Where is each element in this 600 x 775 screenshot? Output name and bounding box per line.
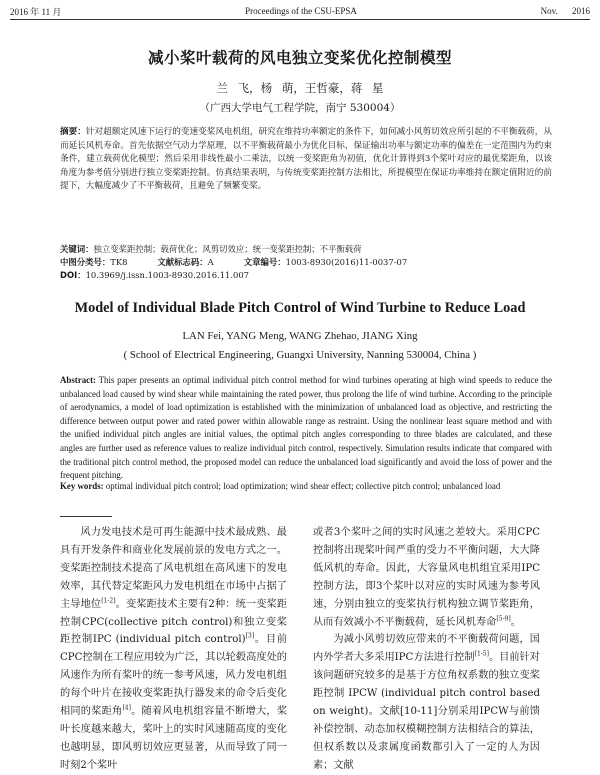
article-no-field — [244, 256, 407, 268]
paper-title-en: Model of Individual Blade Pitch Control of Wind Turbine to Reduce Load — [74, 300, 526, 316]
body-text: 。目前针对该问题研究较多的是基于方位角权系数的独立变桨距控制 IPCW (individual pitch control based on weight)。文献[10-11]分别采用IPCW与前馈补偿控制、动态加权模糊控制方法相结合的算法，但权系数以及隶属度函数都引入了一定的人为因素；文献 — [313, 652, 540, 771]
authors-en: LAN Fei, YANG Meng, WANG Zhehao, JIANG Xing — [182, 330, 418, 342]
header-date: 2016 年 11 月 — [10, 6, 62, 17]
abstract-cn-label: 摘要： — [60, 127, 86, 137]
header-rule — [10, 19, 590, 20]
body-text: 或者3个桨叶之间的实时风速之差较大。采用CPC控制将出现桨叶间严重的受力不平衡问题，大大降低风机的寿命。因此，大容量风电机组宜采用IPC控制方法，即3个桨叶以对应的实时风速为参考风速，分别由独立的变桨执行机构独立调节桨距角，从而有效减小不平衡载荷，延长风机寿命 — [313, 527, 540, 628]
keywords-cn-label: 关键词： — [60, 244, 94, 254]
keywords-en-label: Key words: — [60, 481, 104, 491]
header-journal: Proceedings of the CSU-EPSA — [245, 6, 357, 16]
body-column-right — [313, 524, 540, 775]
body-text: 。变桨距技术主要有2种：统一变桨距控制CPC(collective pitch control)和独立变桨距控制IPC (individual pitch control) — [60, 598, 288, 646]
running-header — [10, 4, 590, 18]
keywords-en — [60, 480, 552, 494]
paper-title-cn: 减小桨叶载荷的风电独立变桨优化控制模型 — [147, 49, 452, 67]
clc-label: 中图分类号： — [60, 257, 111, 267]
abstract-en-label: Abstract: — [60, 375, 96, 385]
article-no-label: 文章编号： — [243, 257, 286, 267]
doc-code-field — [157, 256, 213, 268]
body-text: 。目前CPC控制在工程应用较为广泛，其以轮毂高度处的风速作为所有桨叶的统一参考风速，风力发电机组的每个叶片在接收变桨距执行器发来的命令后变化相同的桨距角 — [60, 634, 287, 718]
citation: [3] — [245, 633, 255, 641]
doc-code-label: 文献标志码： — [157, 257, 208, 267]
doi-label: DOI： — [60, 270, 86, 280]
doi-line — [60, 269, 552, 281]
keywords-cn-text: 独立变桨距控制；载荷优化；风剪切效应；统一变桨距控制；不平衡载荷 — [93, 244, 362, 254]
citation: [4] — [122, 704, 131, 712]
body-text: 。 — [510, 616, 521, 628]
header-date-en: Nov. 2016 — [540, 6, 590, 16]
clc-value: TK8 — [110, 257, 128, 267]
abstract-en — [60, 374, 552, 483]
doc-code-value: A — [207, 257, 214, 267]
article-no-value: 1003-8930(2016)11-0037-07 — [285, 257, 408, 267]
affiliation-en: ( School of Electrical Engineering, Guangxi University, Nanning 530004, China ) — [123, 349, 477, 361]
clc-field — [60, 256, 127, 268]
citation: [1-5] — [474, 650, 489, 658]
affiliation-cn: （广西大学电气工程学院，南宁 530004） — [199, 102, 401, 114]
body-paragraph — [313, 524, 540, 631]
body-text: 风力发电技术是可再生能源中技术最成熟、最具有开发条件和商业化发展前景的发电方式之一。变桨距控制技术提高了风电机组在高风速下的发电效率，其代替定桨距风力发电机组在市场中占据了主导地位 — [60, 527, 287, 610]
authors-cn: 兰 飞，杨 萌，王哲豪，蒋 星 — [216, 81, 384, 95]
citation: [1-2] — [101, 597, 116, 605]
doi-value: 10.3969/j.issn.1003-8930.2016.11.007 — [85, 270, 250, 280]
abstract-cn-text: 针对超额定风速下运行的变速变桨风电机组，研究在维持功率额定的条件下，如何减小风剪切效应所引起的不平衡载荷，从而延长风机寿命。首先依据空气动力学原理，以不平衡载荷最小为优化目标，保证输出功率与额定功率的偏差在一定范围内为约束条件，建立载荷优化模型；然后采用非线性最小二乘法，以统一变桨距角为初值，优化计算得到3个桨叶对应的最优桨距角，以该角度为参考值分别进行独立变桨距控制。仿真结果表明，与传统变桨距控制方法相比，所提模型在保证功率维持在额定值附近的前提下，大幅度减少了不平衡载荷，且避免了频繁变桨。 — [60, 127, 552, 192]
citation: [5-9] — [496, 615, 511, 623]
keywords-en-text: optimal individual pitch control; load optimization; wind shear effect; collective pitch control; unbalanced load — [105, 481, 501, 491]
keywords-cn — [60, 243, 552, 255]
body-paragraph — [313, 631, 540, 774]
classification-line — [60, 256, 552, 268]
body-column-left — [60, 524, 287, 775]
body-text: 。随着风电机组容量不断增大，桨叶长度越来越大，桨叶上的实时风速随高度的变化也越明显，即风剪切效应更显著，从而导致了同一时刻2个桨叶 — [60, 706, 288, 771]
body-paragraph — [60, 524, 287, 775]
body-divider — [60, 516, 112, 517]
abstract-cn — [60, 126, 552, 194]
body-text: 为减小风剪切效应带来的不平衡载荷问题，国内外学者大多采用IPC方法进行控制 — [313, 634, 540, 664]
abstract-en-text: This paper presents an optimal individual pitch control method for wind turbines operating at high wind speeds to reduce the unbalanced load caused by wind shear while maintaining the rated power, thus prolong the life of wind turbine. According to the principle of aerodynamics, a model of load optimization is established with the minimization of unbalanced load as objective, and restricting the difference between output power and rated power within allowable range as restraint. Using the nonlinear least square method and with the unified individual pitch angles are initial values, the optimal pitch angles corresponding to three blades are calculated, and these angles are further used as reference values to realize individual pitch control, respectively. Simulation results indicate that compared with the traditional pitch control method, the proposed model can reduce the unbalanced load significantly and avoid the loss of power and the frequent pitching. — [60, 375, 553, 481]
